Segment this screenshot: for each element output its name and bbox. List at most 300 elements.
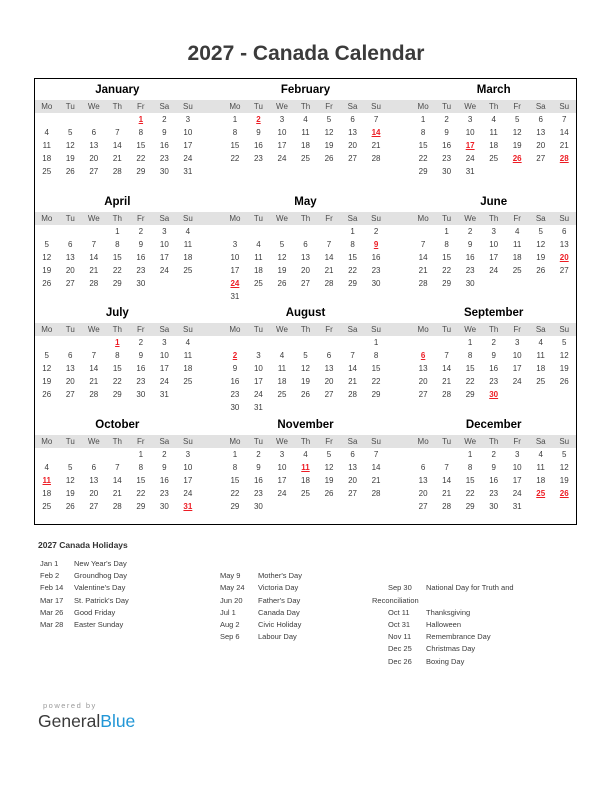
day-cell: 3 [162, 226, 167, 236]
day-cell-empty [482, 178, 506, 191]
day-cell: 8 [420, 128, 426, 137]
day-cell: 11 [277, 364, 287, 373]
week-row [35, 139, 576, 152]
weekday-label: Su [559, 436, 570, 446]
weekday-label: Sa [347, 213, 358, 223]
holiday-name: Reconciliation [372, 595, 419, 605]
weekday-label: Th [488, 102, 499, 111]
day-gap [388, 238, 412, 251]
day-cell: 10 [183, 128, 193, 137]
holiday-row [372, 643, 514, 655]
day-cell: 31 [159, 390, 169, 399]
day-cell: 3 [232, 239, 238, 249]
day-cell: 15 [465, 364, 475, 373]
day-cell-empty [35, 290, 59, 303]
day-cell: 15 [371, 364, 381, 373]
week-row [35, 277, 576, 290]
day-cell-empty [317, 165, 341, 178]
day-cell: 14 [324, 252, 334, 262]
day-cell: 11 [254, 252, 263, 262]
day-cell: 11 [513, 239, 522, 249]
day-cell: 12 [42, 252, 52, 262]
day-cell: 6 [538, 115, 543, 124]
day-cell: 27 [301, 278, 310, 288]
day-cell: 9 [491, 351, 496, 360]
day-cell: 16 [253, 475, 263, 485]
day-cell: 16 [489, 475, 499, 485]
day-cell: 16 [465, 252, 475, 262]
holiday-date: Dec 25 [388, 644, 412, 654]
weekday-label: We [464, 325, 477, 334]
day-cell: 3 [162, 338, 167, 347]
day-cell: 24 [253, 390, 263, 399]
day-cell: 27 [348, 154, 357, 163]
weekday-label: Mo [41, 325, 53, 334]
day-cell: 12 [65, 141, 75, 150]
day-cell: 28 [371, 154, 381, 163]
day-gap [388, 448, 412, 461]
weekday-label: Mo [41, 436, 53, 446]
holiday-day-cell: 24 [230, 278, 240, 288]
holiday-name: New Year's Day [74, 559, 127, 568]
weekday-label: Sa [347, 436, 358, 446]
month-title-july: July [105, 307, 129, 319]
day-cell: 10 [277, 462, 287, 472]
day-cell: 16 [253, 141, 263, 150]
day-cell: 31 [512, 501, 522, 511]
day-gap [200, 500, 224, 513]
day-cell: 10 [159, 351, 169, 360]
day-cell: 13 [65, 252, 75, 262]
holiday-row [372, 619, 514, 631]
day-cell: 30 [136, 390, 146, 399]
weekday-label: Th [488, 436, 499, 446]
day-cell: 10 [230, 252, 240, 262]
day-cell: 29 [371, 390, 381, 399]
day-cell: 21 [442, 377, 452, 386]
day-cell-empty [294, 225, 318, 238]
day-gap [200, 126, 224, 139]
day-cell: 21 [371, 141, 381, 150]
day-cell: 27 [65, 390, 75, 399]
day-gap [200, 225, 224, 238]
day-cell-empty [59, 225, 83, 238]
day-cell-empty [106, 113, 130, 126]
week-row [35, 448, 576, 461]
holiday-day-cell: 26 [559, 488, 569, 498]
day-cell-empty [411, 225, 435, 238]
day-cell: 6 [350, 115, 355, 124]
day-cell: 20 [348, 475, 357, 485]
day-cell: 23 [465, 265, 475, 275]
day-cell: 22 [371, 377, 381, 386]
week-row [35, 362, 576, 375]
day-cell: 10 [277, 128, 287, 137]
day-cell: 6 [420, 462, 426, 472]
day-cell: 26 [42, 390, 52, 399]
day-cell: 13 [418, 475, 428, 485]
day-cell: 27 [89, 501, 99, 511]
holiday-date: Jan 1 [40, 559, 59, 568]
day-cell-empty [294, 178, 318, 191]
day-gap [388, 152, 412, 165]
weekday-label: Fr [325, 325, 333, 334]
day-cell: 5 [562, 449, 567, 459]
day-cell: 16 [136, 252, 146, 262]
day-gap [388, 375, 412, 388]
day-cell: 28 [418, 278, 428, 288]
day-cell: 20 [348, 141, 357, 150]
holiday-name: Christmas Day [426, 644, 476, 654]
day-cell: 8 [232, 128, 238, 137]
generalblue-logo [38, 711, 135, 732]
month-title-march: March [476, 84, 511, 96]
day-cell: 27 [418, 501, 428, 511]
day-cell: 9 [162, 128, 167, 137]
day-cell: 26 [559, 377, 569, 386]
day-cell: 15 [112, 364, 122, 373]
day-cell: 17 [159, 252, 169, 262]
day-gap [200, 362, 224, 375]
holiday-row [40, 558, 129, 570]
day-cell: 11 [301, 128, 310, 137]
day-cell: 25 [301, 488, 310, 498]
day-cell: 16 [489, 364, 499, 373]
day-cell-empty [270, 336, 294, 349]
day-cell: 1 [138, 449, 144, 459]
day-cell: 12 [536, 239, 546, 249]
day-cell: 25 [489, 154, 499, 163]
day-cell: 10 [183, 462, 193, 472]
month-title-april: April [104, 195, 131, 208]
day-cell: 8 [138, 462, 144, 472]
day-cell: 21 [418, 265, 428, 275]
day-cell: 13 [65, 364, 75, 373]
holiday-day-cell: 11 [42, 475, 51, 485]
holiday-day-cell: 1 [115, 338, 120, 347]
day-cell-empty [106, 178, 130, 191]
day-cell: 23 [489, 488, 499, 498]
day-cell: 1 [420, 115, 426, 124]
holiday-column [40, 558, 129, 631]
weekday-label: Fr [137, 213, 145, 223]
day-cell: 19 [301, 377, 310, 386]
day-cell: 27 [559, 265, 569, 275]
holiday-date: Sep 30 [388, 583, 412, 593]
day-cell: 4 [256, 239, 261, 249]
holiday-row [40, 582, 129, 594]
day-cell-empty [552, 290, 576, 303]
day-cell: 7 [373, 449, 379, 459]
weekday-label: Sa [347, 325, 358, 334]
day-cell: 17 [253, 377, 263, 386]
year-calendar-grid [34, 78, 577, 525]
day-cell: 21 [442, 488, 452, 498]
day-cell: 14 [442, 475, 452, 485]
day-cell: 26 [324, 154, 334, 163]
week-row [35, 513, 576, 526]
day-cell-empty [82, 336, 106, 349]
weekday-label: Tu [442, 325, 452, 334]
weekday-label: Sa [159, 213, 170, 223]
day-cell: 12 [301, 364, 310, 373]
day-cell: 17 [230, 265, 240, 275]
day-cell-empty [505, 513, 529, 526]
day-cell-empty [411, 336, 435, 349]
day-cell: 30 [230, 403, 240, 412]
holiday-day-cell: 26 [512, 154, 522, 163]
day-cell: 26 [277, 278, 287, 288]
day-gap [200, 349, 224, 362]
holiday-date: Oct 31 [388, 619, 411, 629]
month-names-row [35, 414, 576, 433]
brand-blue-text: Blue [100, 711, 136, 731]
day-cell: 9 [256, 128, 261, 137]
day-gap [388, 336, 412, 349]
day-cell: 29 [136, 167, 146, 176]
weekday-label: Mo [41, 102, 53, 111]
day-cell-empty [294, 513, 318, 526]
weekday-label: Tu [442, 436, 452, 446]
day-cell-empty [364, 165, 388, 178]
day-cell: 25 [253, 278, 263, 288]
day-cell-empty [129, 178, 153, 191]
day-cell: 10 [253, 364, 263, 373]
day-cell: 23 [159, 488, 169, 498]
holiday-row [372, 607, 514, 619]
holiday-name: Mother's Day [258, 571, 302, 581]
day-cell: 20 [301, 265, 310, 275]
holiday-day-cell: 11 [301, 462, 310, 472]
day-cell: 30 [253, 501, 263, 511]
day-cell: 12 [559, 462, 569, 472]
day-cell-empty [411, 290, 435, 303]
month-title-february: February [280, 84, 331, 96]
holiday-row [372, 595, 514, 607]
day-cell: 6 [350, 449, 355, 459]
holidays-title: 2027 Canada Holidays [38, 540, 128, 550]
day-cell-empty [482, 401, 506, 414]
day-cell: 7 [444, 462, 449, 472]
weekday-label: Fr [513, 102, 521, 111]
day-cell: 18 [301, 141, 310, 150]
day-cell-empty [529, 500, 553, 513]
day-cell-empty [294, 500, 318, 513]
day-cell: 29 [465, 390, 475, 399]
day-cell: 15 [112, 252, 122, 262]
day-cell: 11 [536, 351, 545, 360]
weekday-label: Su [559, 325, 570, 334]
weekday-label: Su [371, 102, 381, 111]
holiday-date: May 24 [220, 583, 245, 593]
day-gap [388, 362, 412, 375]
day-cell-empty [247, 178, 271, 191]
day-cell: 21 [112, 154, 122, 163]
weekday-label: Fr [137, 436, 145, 446]
day-cell-empty [59, 178, 83, 191]
day-cell-empty [270, 178, 294, 191]
weekday-label: Th [488, 213, 499, 223]
day-gap [388, 277, 412, 290]
day-cell: 8 [350, 239, 355, 249]
day-cell-empty [341, 178, 365, 191]
day-cell-empty [59, 290, 83, 303]
weekday-label: Fr [137, 102, 145, 111]
day-cell: 9 [162, 462, 167, 472]
day-cell: 3 [185, 115, 191, 124]
holiday-day-cell: 28 [559, 154, 569, 163]
weekday-header-band [35, 435, 576, 448]
day-cell: 13 [559, 239, 569, 249]
day-cell: 24 [277, 488, 287, 498]
day-cell-empty [153, 513, 177, 526]
day-cell: 15 [465, 475, 475, 485]
holiday-name: Valentine's Day [74, 583, 126, 593]
day-cell: 29 [136, 501, 146, 511]
day-cell: 23 [136, 265, 146, 275]
day-cell: 28 [112, 167, 122, 176]
day-cell: 1 [467, 338, 473, 347]
day-cell: 22 [442, 265, 452, 275]
weekday-label: Su [182, 436, 193, 446]
week-row [35, 264, 576, 277]
weekday-label: Mo [229, 325, 241, 334]
day-cell-empty [106, 513, 130, 526]
day-cell: 28 [112, 501, 122, 511]
day-cell: 6 [68, 239, 73, 249]
month-names-row [35, 302, 576, 321]
day-cell: 20 [536, 141, 546, 150]
day-cell: 17 [183, 141, 193, 150]
day-cell: 22 [418, 154, 428, 163]
day-cell: 9 [444, 128, 449, 137]
day-cell: 4 [491, 115, 496, 124]
weekday-label: Sa [535, 102, 546, 111]
day-cell: 23 [136, 377, 146, 386]
day-cell-empty [505, 178, 529, 191]
day-cell: 5 [68, 128, 73, 137]
day-cell: 5 [303, 351, 308, 360]
day-cell: 22 [465, 488, 475, 498]
day-cell: 26 [65, 167, 75, 176]
day-cell-empty [129, 401, 153, 414]
day-cell: 21 [324, 265, 334, 275]
day-cell: 7 [91, 239, 97, 249]
day-cell: 27 [324, 390, 334, 399]
day-cell: 13 [536, 128, 546, 137]
day-cell: 14 [348, 364, 357, 373]
holiday-row [220, 582, 302, 594]
day-cell-empty [82, 225, 106, 238]
day-cell: 26 [324, 488, 334, 498]
day-cell: 20 [418, 377, 428, 386]
day-cell: 7 [373, 115, 379, 124]
holiday-date: Jun 20 [220, 595, 243, 605]
day-cell-empty [59, 448, 83, 461]
day-cell: 24 [277, 154, 287, 163]
day-cell: 3 [256, 351, 261, 360]
day-cell: 25 [183, 265, 193, 275]
day-cell: 1 [232, 449, 238, 459]
holiday-name: Halloween [426, 619, 462, 629]
day-cell: 6 [68, 351, 73, 360]
weekday-label: Tu [65, 102, 75, 111]
day-cell: 29 [465, 501, 475, 511]
day-cell: 25 [183, 377, 193, 386]
day-cell: 24 [183, 488, 193, 498]
day-cell: 20 [418, 488, 428, 498]
day-gap [388, 401, 412, 414]
month-title-may: May [294, 195, 317, 208]
weekday-gap [388, 435, 412, 448]
day-cell: 28 [89, 278, 99, 288]
day-cell: 7 [91, 351, 97, 360]
day-cell-empty [411, 448, 435, 461]
day-cell: 30 [371, 278, 381, 288]
week-row [35, 178, 576, 191]
day-gap [200, 290, 224, 303]
week-row [35, 474, 576, 487]
day-gap [388, 251, 412, 264]
weekday-label: We [87, 102, 100, 111]
day-gap [388, 349, 412, 362]
day-cell: 17 [183, 475, 193, 485]
day-cell-empty [294, 336, 318, 349]
day-gap [388, 513, 412, 526]
holiday-name: Father's Day [258, 595, 301, 605]
day-cell: 31 [253, 403, 263, 412]
day-cell-empty [223, 178, 247, 191]
day-cell-empty [482, 277, 506, 290]
holiday-date: Nov 11 [388, 632, 412, 642]
day-cell: 7 [115, 462, 120, 472]
day-cell-empty [482, 165, 506, 178]
day-cell-empty [364, 178, 388, 191]
day-cell: 14 [418, 252, 428, 262]
day-cell: 5 [514, 115, 520, 124]
day-cell: 20 [65, 377, 75, 386]
day-cell: 21 [348, 377, 357, 386]
day-cell-empty [176, 277, 200, 290]
day-cell: 18 [536, 364, 546, 373]
day-cell: 4 [303, 449, 308, 459]
day-cell: 14 [112, 141, 122, 150]
day-cell: 17 [277, 475, 287, 485]
day-cell: 24 [512, 377, 522, 386]
day-cell: 23 [230, 390, 240, 399]
day-cell-empty [341, 401, 365, 414]
day-cell: 19 [324, 141, 334, 150]
day-cell-empty [458, 290, 482, 303]
day-cell: 21 [559, 141, 569, 150]
day-cell: 2 [162, 449, 167, 459]
day-cell-empty [458, 178, 482, 191]
day-cell-empty [270, 165, 294, 178]
day-cell: 24 [465, 154, 475, 163]
day-cell: 25 [536, 377, 546, 386]
holiday-day-cell: 2 [256, 115, 261, 124]
day-cell: 9 [256, 462, 261, 472]
day-gap [200, 139, 224, 152]
day-cell-empty [482, 513, 506, 526]
weekday-label: Th [112, 436, 122, 446]
week-row [35, 251, 576, 264]
day-cell: 13 [348, 462, 357, 472]
day-cell: 5 [44, 239, 49, 249]
holiday-row [220, 619, 302, 631]
day-cell: 11 [536, 462, 545, 472]
weekday-label: Tu [65, 213, 75, 223]
